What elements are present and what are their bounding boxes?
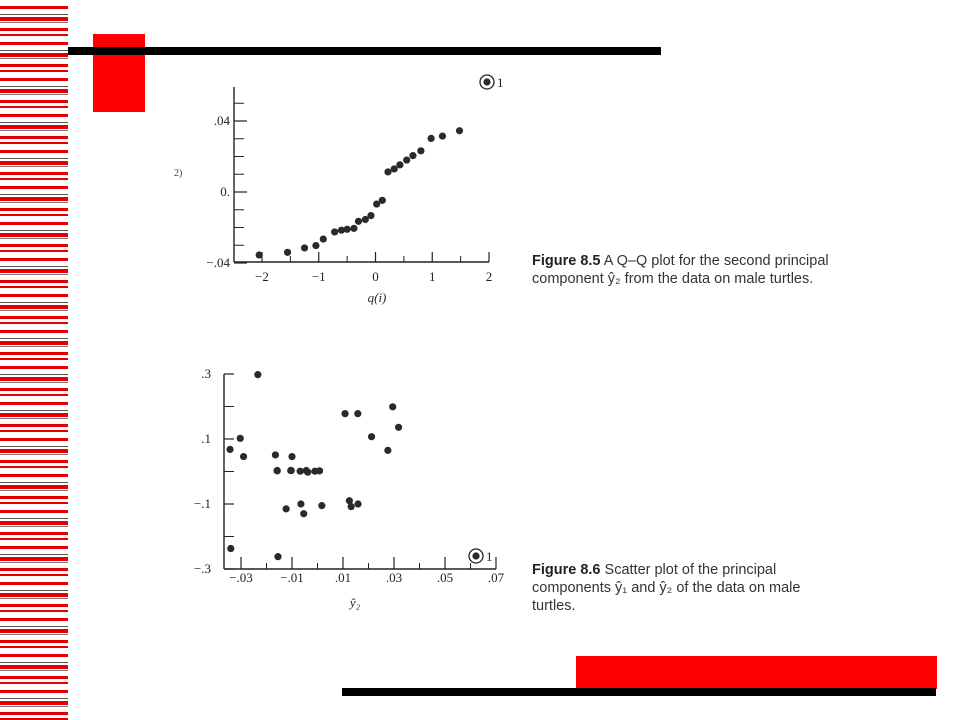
chart-1-annotation-point: [483, 78, 490, 85]
chart-2-data-point: [287, 467, 294, 474]
chart-2-data-point: [354, 410, 361, 417]
chart-2-x-tick-label: .05: [436, 570, 454, 585]
chart-1-x-tick-label: 0: [372, 269, 379, 284]
chart-1-x-axis-label: q(i): [367, 290, 387, 305]
chart-2-data-point: [297, 468, 304, 475]
chart-1-data-point: [284, 249, 291, 256]
chart-2-data-point: [227, 545, 234, 552]
figure-8-5-caption: [532, 252, 832, 288]
chart-2-data-point: [254, 371, 261, 378]
chart-2-x-tick-label: .01: [334, 570, 352, 585]
figure-8-6-text: Scatter plot of the principal components ŷ₁ and ŷ₂ of the data on male turtles.: [532, 562, 801, 614]
chart-1-data-point: [350, 225, 357, 232]
chart-2-data-point: [395, 424, 402, 431]
chart-2-data-point: [318, 502, 325, 509]
chart-2-data-point: [300, 510, 307, 517]
chart-1-data-point: [320, 235, 327, 242]
chart-2-data-point: [316, 467, 323, 474]
chart-2-data-point: [283, 505, 290, 512]
chart-1-annotation-label: 1: [497, 75, 504, 90]
figure-8-6-label: Figure 8.6: [532, 562, 601, 578]
chart-2-data-point: [274, 553, 281, 560]
chart-1-data-point: [417, 147, 424, 154]
chart-2-x-tick-label: −.03: [229, 570, 253, 585]
chart-2-x-tick-label: .03: [385, 570, 403, 585]
chart-2-y-tick-label: .1: [201, 431, 211, 446]
chart-1-data-point: [301, 244, 308, 251]
chart-2-data-point: [304, 469, 311, 476]
chart-2-x-axis-label: ŷ₂: [349, 595, 361, 610]
chart-2-data-point: [348, 503, 355, 510]
chart-1-data-point: [331, 228, 338, 235]
chart-1-data-point: [312, 242, 319, 249]
figure-8-5-text: A Q–Q plot for the second principal component ŷ₂ from the data on male turtles.: [532, 253, 829, 287]
chart-1-data-point: [379, 197, 386, 204]
chart-2-x-tick-label: −.01: [280, 570, 304, 585]
chart-1-data-point: [428, 135, 435, 142]
chart-1-data-point: [256, 251, 263, 258]
chart-2-data-point: [389, 403, 396, 410]
chart-1-y-tick-label: 0.: [220, 184, 230, 199]
chart-1-data-point: [384, 168, 391, 175]
chart-1-data-point: [355, 218, 362, 225]
chart-1-x-tick-label: 1: [429, 269, 436, 284]
chart-2-y-tick-label: −.3: [193, 561, 211, 576]
chart-1-data-point: [456, 127, 463, 134]
figure-8-5-label: Figure 8.5: [532, 253, 601, 269]
chart-2-data-point: [240, 453, 247, 460]
figure-8-6-caption: [532, 561, 832, 615]
chart-2-data-point: [237, 435, 244, 442]
side-mark: 2): [174, 168, 183, 179]
chart-1-y-tick-label: −.04: [206, 255, 230, 270]
chart-1-data-point: [403, 156, 410, 163]
chart-2-data-point: [354, 500, 361, 507]
chart-2-annotation-label: 1: [486, 549, 493, 564]
chart-1-x-tick-label: −2: [255, 269, 269, 284]
chart-2-annotation-point: [472, 552, 479, 559]
chart-1-data-point: [344, 226, 351, 233]
chart-2-data-point: [341, 410, 348, 417]
chart-2-data-point: [297, 500, 304, 507]
chart-2-data-point: [226, 446, 233, 453]
chart-1-data-point: [409, 152, 416, 159]
chart-1-data-point: [396, 161, 403, 168]
chart-1-data-point: [439, 132, 446, 139]
chart-1-x-tick-label: −1: [311, 269, 326, 284]
chart-2-data-point: [384, 447, 391, 454]
chart-2-y-tick-label: −.1: [193, 496, 211, 511]
chart-2-y-tick-label: .3: [201, 366, 211, 381]
chart-2-data-point: [288, 453, 295, 460]
chart-2-data-point: [272, 451, 279, 458]
chart-1-data-point: [367, 212, 374, 219]
chart-2-x-tick-label: .07: [487, 570, 505, 585]
chart-1-y-tick-label: .04: [213, 113, 230, 128]
chart-2-data-point: [274, 467, 281, 474]
chart-2-data-point: [368, 433, 375, 440]
chart-1-x-tick-label: 2: [485, 269, 493, 284]
